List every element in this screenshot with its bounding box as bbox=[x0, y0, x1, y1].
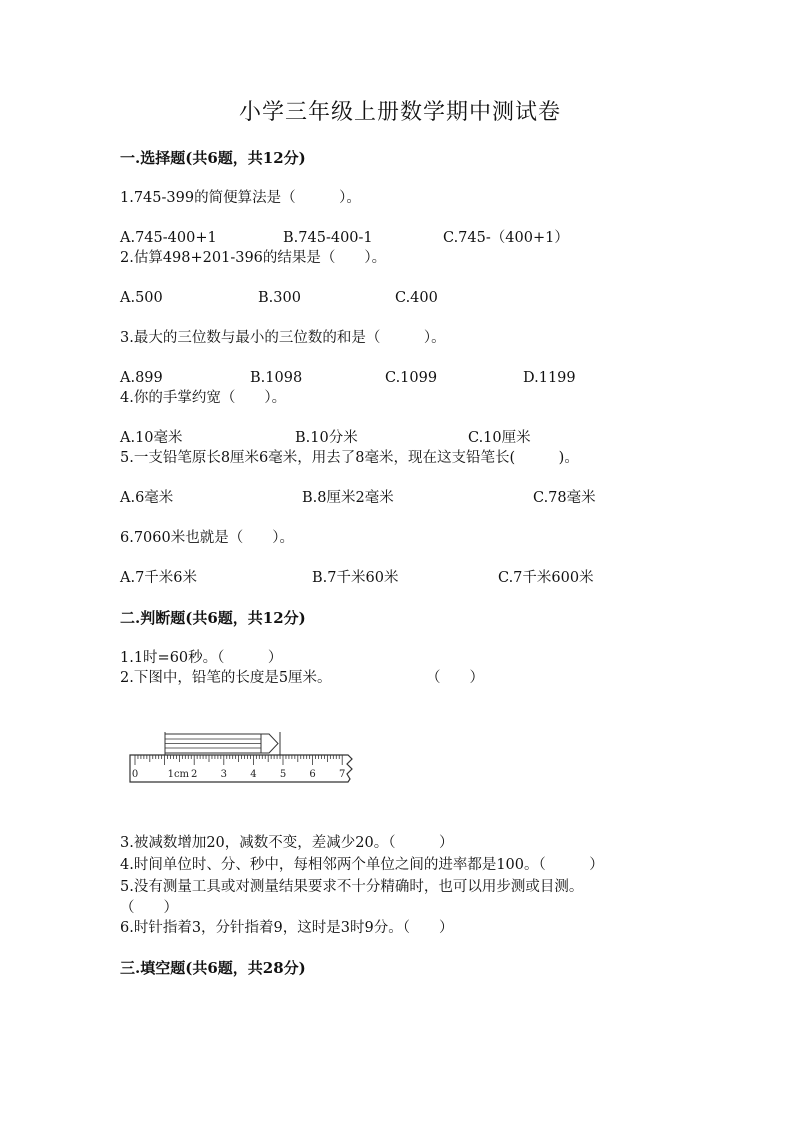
ruler-label: 4 bbox=[250, 769, 257, 780]
ruler-label: 0 bbox=[131, 769, 139, 780]
question-stem: 3.被减数增加20，减数不变，差减少20。（ ） bbox=[120, 835, 454, 851]
question-stem: 2.下图中，铅笔的长度是5厘米。 bbox=[120, 670, 332, 686]
question-stem: 6.时针指着3，分针指着9，这时是3时9分。（ ） bbox=[120, 920, 454, 936]
option-b: B.300 bbox=[258, 290, 301, 306]
option-c: C.78毫米 bbox=[533, 490, 596, 506]
option-b: B.7千米60米 bbox=[312, 570, 399, 586]
question-stem: 2.估算498+201-396的结果是（ ）。 bbox=[120, 250, 387, 266]
option-a: A.745-400+1 bbox=[120, 230, 217, 246]
option-b: B.745-400-1 bbox=[283, 230, 373, 246]
ruler-label: 5 bbox=[279, 769, 287, 780]
ruler-label: 3 bbox=[220, 769, 227, 780]
question-stem: 6.7060米也就是（ ）。 bbox=[120, 530, 294, 546]
option-c: C.400 bbox=[395, 290, 438, 306]
answer-paren: （ ） bbox=[426, 670, 484, 686]
question-stem: 5.没有测量工具或对测量结果要求不十分精确时，也可以用步测或目测。 bbox=[120, 879, 584, 895]
question-stem: 1.745-399的简便算法是（ ）。 bbox=[120, 190, 361, 206]
option-b: B.8厘米2毫米 bbox=[302, 490, 394, 506]
answer-paren: （ ） bbox=[120, 900, 178, 916]
option-a: A.6毫米 bbox=[120, 490, 174, 506]
option-c: C.1099 bbox=[385, 370, 438, 386]
option-a: A.7千米6米 bbox=[120, 570, 198, 586]
page-title: 小学三年级上册数学期中测试卷 bbox=[238, 100, 561, 125]
question-stem: 4.时间单位时、分、秒中，每相邻两个单位之间的进率都是100。（ ） bbox=[120, 857, 604, 873]
option-c: C.10厘米 bbox=[468, 430, 531, 446]
option-c: C.745-（400+1） bbox=[443, 230, 569, 246]
ruler-label: 7 bbox=[339, 769, 346, 780]
ruler-pencil-figure bbox=[128, 726, 358, 796]
ruler-label: 6 bbox=[309, 769, 316, 780]
section-heading-true-false: 二.判断题(共6题，共12分) bbox=[120, 609, 306, 627]
section-heading-choice: 一.选择题(共6题，共12分) bbox=[120, 149, 306, 167]
option-b: B.10分米 bbox=[295, 430, 358, 446]
question-stem: 4.你的手掌约宽（ ）。 bbox=[120, 390, 287, 406]
option-a: A.500 bbox=[120, 290, 163, 306]
option-d: D.1199 bbox=[523, 370, 576, 386]
ruler-label: 2 bbox=[191, 769, 198, 780]
question-stem: 5.一支铅笔原长8厘米6毫米，用去了8毫米，现在这支铅笔长( )。 bbox=[120, 450, 579, 466]
option-b: B.1098 bbox=[250, 370, 303, 386]
ruler-label: 1cm bbox=[167, 769, 190, 780]
option-c: C.7千米600米 bbox=[498, 570, 594, 586]
question-stem: 3.最大的三位数与最小的三位数的和是（ ）。 bbox=[120, 330, 446, 346]
question-stem: 1.1时=60秒。（ ） bbox=[120, 650, 283, 666]
pencil-drawing bbox=[165, 732, 280, 755]
option-a: A.899 bbox=[120, 370, 163, 386]
option-a: A.10毫米 bbox=[120, 430, 183, 446]
section-heading-fill-blank: 三.填空题(共6题，共28分) bbox=[120, 959, 306, 977]
ruler-drawing bbox=[130, 755, 352, 782]
